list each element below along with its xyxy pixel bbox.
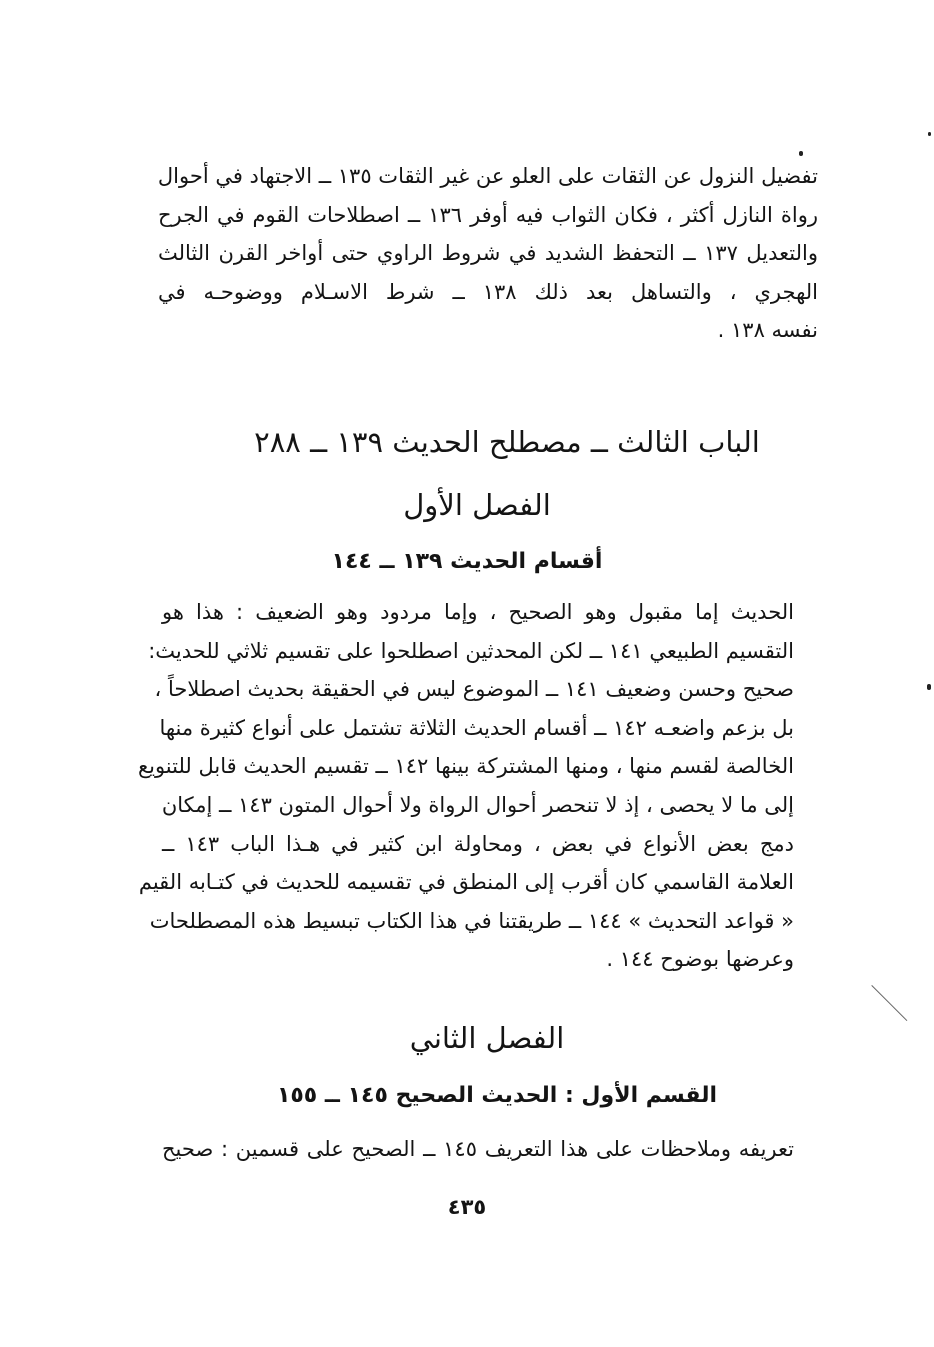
text-line: والتعديل ١٣٧ ــ التحفظ الشديد في شروط الراوي حتى أواخر القرن الثالث — [158, 241, 819, 266]
text-line: إلى ما لا يحصى ، إذ لا تنحصر أحوال الرواة ولا أحوال المتون ١٤٣ ــ إمكان — [161, 792, 794, 817]
section-subtitle: أقسام الحديث ١٣٩ ــ ١٤٤ — [331, 549, 603, 574]
text-line: صحيح وحسن وضعيف ١٤١ ــ الموضوع ليس في الحقيقة بحديث اصطلاحاً ، — [154, 677, 794, 702]
text-line: الخالصة لقسم منها ، ومنها المشتركة بينها ١٤٢ ــ تقسيم الحديث قابل للتنويع — [137, 754, 794, 779]
text-line: العلامة القاسمي كان أقرب إلى المنطق في تقسيمه للحديث في كتـابه القيم — [138, 870, 794, 895]
index-paragraph-2 — [137, 593, 794, 979]
text-line: رواة النازل أكثر ، فكان الثواب فيه أوفر ١٣٦ ــ اصطلاحات القوم في الجرح — [158, 202, 819, 227]
section-subtitle: القسم الأول : الحديث الصحيح ١٤٥ ــ ١٥٥ — [276, 1083, 718, 1108]
text-line: الهجري ، والتساهل بعد ذلك ١٣٨ ــ شرط الاسـلام ووضوحـه في — [158, 279, 818, 304]
text-line: نفسه ١٣٨ . — [717, 318, 818, 343]
section-title: الفصل الأول — [403, 488, 551, 522]
text-line: دمج بعض الأنواع في بعض ، ومحاولة ابن كثير في هـذا الباب ١٤٣ ــ — [162, 831, 794, 856]
page-number: ٤٣٥ — [447, 1195, 487, 1219]
scan-speck — [927, 684, 931, 690]
scan-speck — [928, 132, 931, 136]
text-line: بل بزعم واضعـه ١٤٢ ــ أقسام الحديث الثلاثة تشتمل على أنواع كثيرة منها — [159, 715, 794, 740]
chapter-title: الباب الثالث ــ مصطلح الحديث ١٣٩ ــ ٢٨٨ — [254, 425, 760, 459]
section-title: الفصل الثاني — [409, 1021, 565, 1055]
text-line: الحديث إما مقبول وهو الصحيح ، وإما مردود وهو الضعيف : هذا هو — [162, 600, 794, 624]
text-line: التقسيم الطبيعي ١٤١ ــ لكن المحدثين اصطلحوا على تقسيم ثلاثي للحديث: — [148, 638, 794, 663]
text-line: تعريفه وملاحظات على هذا التعريف ١٤٥ ــ الصحيح على قسمين : صحيح — [162, 1137, 794, 1161]
text-line: وعرضها بوضوح ١٤٤ . — [606, 947, 794, 972]
text-line: « قواعد التحديث » ١٤٤ ــ طريقتنا في هذا الكتاب تبسيط هذه المصطلحات — [149, 908, 794, 933]
text-line: تفضيل النزول عن الثقات على العلو عن غير الثقات ١٣٥ ــ الاجتهاد في أحوال — [157, 164, 818, 188]
scan-speck — [799, 151, 803, 156]
index-paragraph-1 — [158, 157, 818, 350]
